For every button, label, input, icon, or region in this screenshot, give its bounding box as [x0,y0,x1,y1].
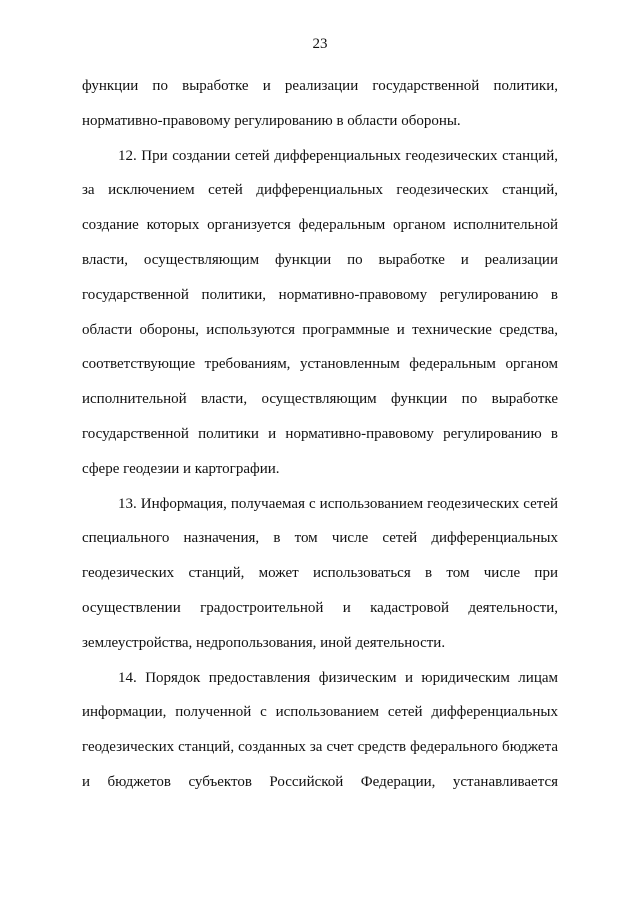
text-line: осуществлении градостроительной и кадастровой деятельности, [82,599,558,616]
paragraph-13-start: 13. Информация, получаемая с использованием геодезических сетей [118,495,558,512]
text-line: области обороны, используются программные и технические средства, [82,321,558,338]
text-line: геодезических станций, созданных за счет средств федерального бюджета [82,739,558,756]
text-line: сфере геодезии и картографии. [82,460,280,477]
text-line: и бюджетов субъектов Российской Федерации, устанавливается [82,773,558,790]
page-number: 23 [312,36,328,52]
text-line: исполнительной власти, осуществляющим функции по выработке [82,391,558,408]
paragraph-12-start: 12. При создании сетей дифференциальных геодезических станций, [118,147,558,164]
text-line: государственной политики, нормативно-правовому регулированию в [82,286,558,303]
text-line: создание которых организуется федеральным органом исполнительной [82,217,558,234]
text-line: землеустройства, недропользования, иной деятельности. [82,634,446,651]
document-body [82,69,558,800]
text-line: государственной политики и нормативно-правовому регулированию в [82,425,558,442]
text-line: соответствующие требованиям, установленным федеральным органом [82,356,558,373]
paragraph-14-start: 14. Порядок предоставления физическим и юридическим лицам [118,669,558,686]
text-line: геодезических станций, может использоваться в том числе при [82,565,558,582]
text-line: власти, осуществляющим функции по выработке и реализации [82,251,558,268]
text-line: специального назначения, в том числе сетей дифференциальных [82,530,558,547]
text-line: функции по выработке и реализации государственной политики, [82,78,558,94]
text-line: информации, полученной с использованием сетей дифференциальных [82,704,558,721]
text-line: за исключением сетей дифференциальных геодезических станций, [82,182,558,199]
text-line: нормативно-правовому регулированию в области обороны. [82,112,461,129]
